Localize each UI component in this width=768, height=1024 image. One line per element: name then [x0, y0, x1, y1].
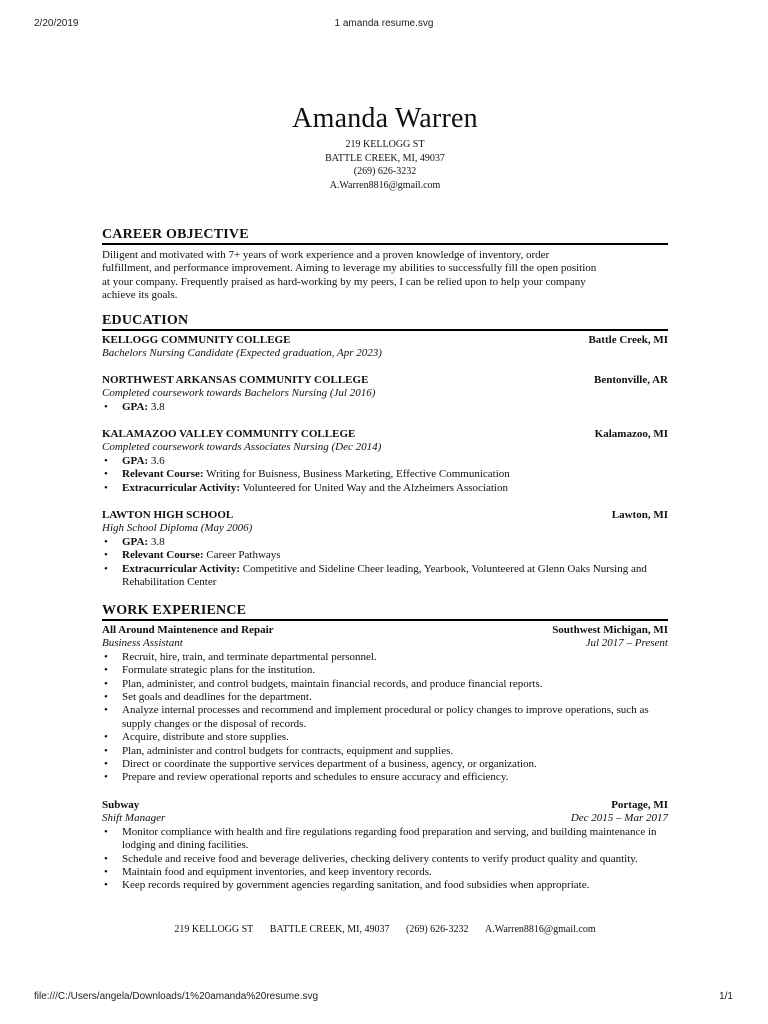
school-entry — [102, 374, 668, 414]
education-heading: EDUCATION — [102, 313, 189, 328]
print-date: 2/20/2019 — [34, 18, 79, 29]
job-bullet: • Plan, administer, and control budgets, maintain financial records, and produce financial reports. — [102, 678, 668, 691]
objective-rule — [102, 243, 668, 245]
objective-line: achieve its goals. — [102, 289, 178, 302]
contact-address: 219 KELLOGG ST — [345, 139, 425, 150]
school-bullet — [102, 468, 668, 481]
footer-contact — [102, 924, 668, 935]
objective-text — [102, 249, 668, 303]
bullet-label: GPA: — [122, 400, 149, 413]
school-detail: Completed coursework towards Bachelors Nursing (Jul 2016) — [102, 387, 376, 400]
footer-address: 219 KELLOGG ST — [174, 924, 254, 935]
job-dates: Dec 2015 – Mar 2017 — [570, 812, 668, 825]
objective-line: Diligent and motivated with 7+ years of work experience and a proven knowledge of inventory, order — [102, 249, 550, 261]
school-name: KELLOGG COMMUNITY COLLEGE — [102, 334, 291, 346]
bullet-text: Volunteered for United Way and the Alzheimers Association — [240, 481, 508, 494]
bullet-text: 3.8 — [148, 535, 165, 548]
education-rule — [102, 329, 668, 331]
bullet-text: 3.6 — [148, 454, 165, 467]
school-bullet — [102, 549, 668, 562]
job-bullet: • Set goals and deadlines for the department. — [102, 691, 668, 704]
job-bullet: • Keep records required by government agencies regarding sanitation, and food subsidies when appropriate. — [102, 879, 668, 892]
job-employer: All Around Maintenence and Repair — [102, 624, 274, 636]
school-location: Kalamazoo, MI — [594, 428, 668, 440]
work-heading: WORK EXPERIENCE — [102, 603, 247, 618]
job-bullet: • Maintain food and equipment inventories, and keep inventory records. — [102, 866, 668, 879]
school-name: KALAMAZOO VALLEY COMMUNITY COLLEGE — [102, 428, 356, 440]
school-location: Lawton, MI — [611, 509, 668, 521]
work-rule — [102, 619, 668, 621]
footer-email[interactable]: A.Warren8816@gmail.com — [485, 924, 596, 935]
school-entry — [102, 334, 668, 361]
job-entry — [102, 799, 668, 893]
bullet-text: Competitive and Sideline Cheer leading, Yearbook, Volunteered at Glenn Oaks Nursing and Rehabilitation Center — [122, 562, 647, 589]
contact-phone: (269) 626-3232 — [353, 166, 417, 177]
job-bullet: • Schedule and receive food and beverage deliveries, checking delivery contents to verify product quality and quantity. — [102, 853, 668, 866]
job-role: Business Assistant — [102, 637, 183, 650]
bullet-text: Career Pathways — [203, 549, 281, 562]
contact-email[interactable]: A.Warren8816@gmail.com — [329, 179, 441, 191]
objective-heading: CAREER OBJECTIVE — [102, 227, 249, 242]
school-bullet — [102, 401, 668, 414]
bullet-label: GPA: — [122, 535, 149, 548]
bullet-label: GPA: — [122, 454, 149, 467]
objective-line: fulfillment, and performance improvement. Aiming to leverage my abilities to successfully fill the open position — [102, 262, 597, 275]
bullet-text: Writing for Buisness, Business Marketing, Effective Communication — [203, 468, 510, 481]
bullet-text: 3.8 — [148, 400, 165, 413]
job-entry — [102, 624, 668, 785]
job-bullet: • Analyze internal processes and recommend and implement procedural or policy changes to improve operations, such as supply changes or the disposal of records. — [102, 704, 668, 731]
school-detail: Completed coursework towards Associates Nursing (Dec 2014) — [102, 441, 382, 454]
bullet-label: Extracurricular Activity: — [122, 562, 241, 575]
contact-block — [102, 138, 668, 192]
school-entry — [102, 509, 668, 589]
job-bullet: • Acquire, distribute and store supplies. — [102, 731, 668, 744]
footer-phone: (269) 626-3232 — [406, 924, 469, 935]
school-name: LAWTON HIGH SCHOOL — [102, 509, 234, 521]
print-footer — [0, 991, 768, 1005]
job-bullet: • Plan, administer and control budgets for contracts, equipment and supplies. — [102, 745, 668, 758]
print-doc-title: 1 amanda resume.svg — [334, 18, 434, 29]
school-name: NORTHWEST ARKANSAS COMMUNITY COLLEGE — [102, 374, 369, 386]
job-bullet: • Monitor compliance with health and fire regulations regarding food preparation and serving, and building maintenance in lodging and dining facilities. — [102, 826, 668, 853]
candidate-name: Amanda Warren — [292, 103, 478, 134]
bullet-label: Relevant Course: — [122, 468, 204, 481]
job-location: Portage, MI — [611, 799, 668, 811]
contact-city: BATTLE CREEK, MI, 49037 — [325, 152, 445, 164]
school-bullet — [102, 563, 668, 590]
job-dates: Jul 2017 – Present — [585, 637, 668, 650]
job-employer: Subway — [102, 799, 140, 811]
print-file-path: file:///C:/Users/angela/Downloads/1%20amanda%20resume.svg — [34, 991, 319, 1002]
print-header — [0, 18, 768, 32]
footer-city: BATTLE CREEK, MI, 49037 — [269, 924, 390, 935]
school-location: Bentonville, AR — [594, 374, 668, 386]
school-detail: High School Diploma (May 2006) — [102, 522, 253, 535]
school-detail: Bachelors Nursing Candidate (Expected graduation, Apr 2023) — [102, 347, 382, 360]
school-bullet — [102, 482, 668, 495]
school-entry — [102, 428, 668, 495]
job-bullet: • Prepare and review operational reports and schedules to ensure accuracy and efficiency. — [102, 771, 668, 784]
job-bullet: • Formulate strategic plans for the institution. — [102, 664, 668, 677]
school-location: Battle Creek, MI — [588, 334, 668, 346]
print-page-count: 1/1 — [719, 991, 733, 1002]
job-bullet: • Recruit, hire, train, and terminate departmental personnel. — [102, 651, 668, 664]
job-location: Southwest Michigan, MI — [552, 624, 668, 636]
bullet-label: Relevant Course: — [122, 549, 204, 562]
job-role: Shift Manager — [102, 812, 166, 825]
bullet-label: Extracurricular Activity: — [122, 481, 241, 494]
objective-line: at your company. Frequently praised as hard-working by my peers, I can be relied upon to help your company — [102, 275, 586, 288]
job-bullet: • Direct or coordinate the supportive services department of a business, agency, or organization. — [102, 758, 668, 771]
school-bullet — [102, 455, 668, 468]
school-bullet — [102, 536, 668, 549]
